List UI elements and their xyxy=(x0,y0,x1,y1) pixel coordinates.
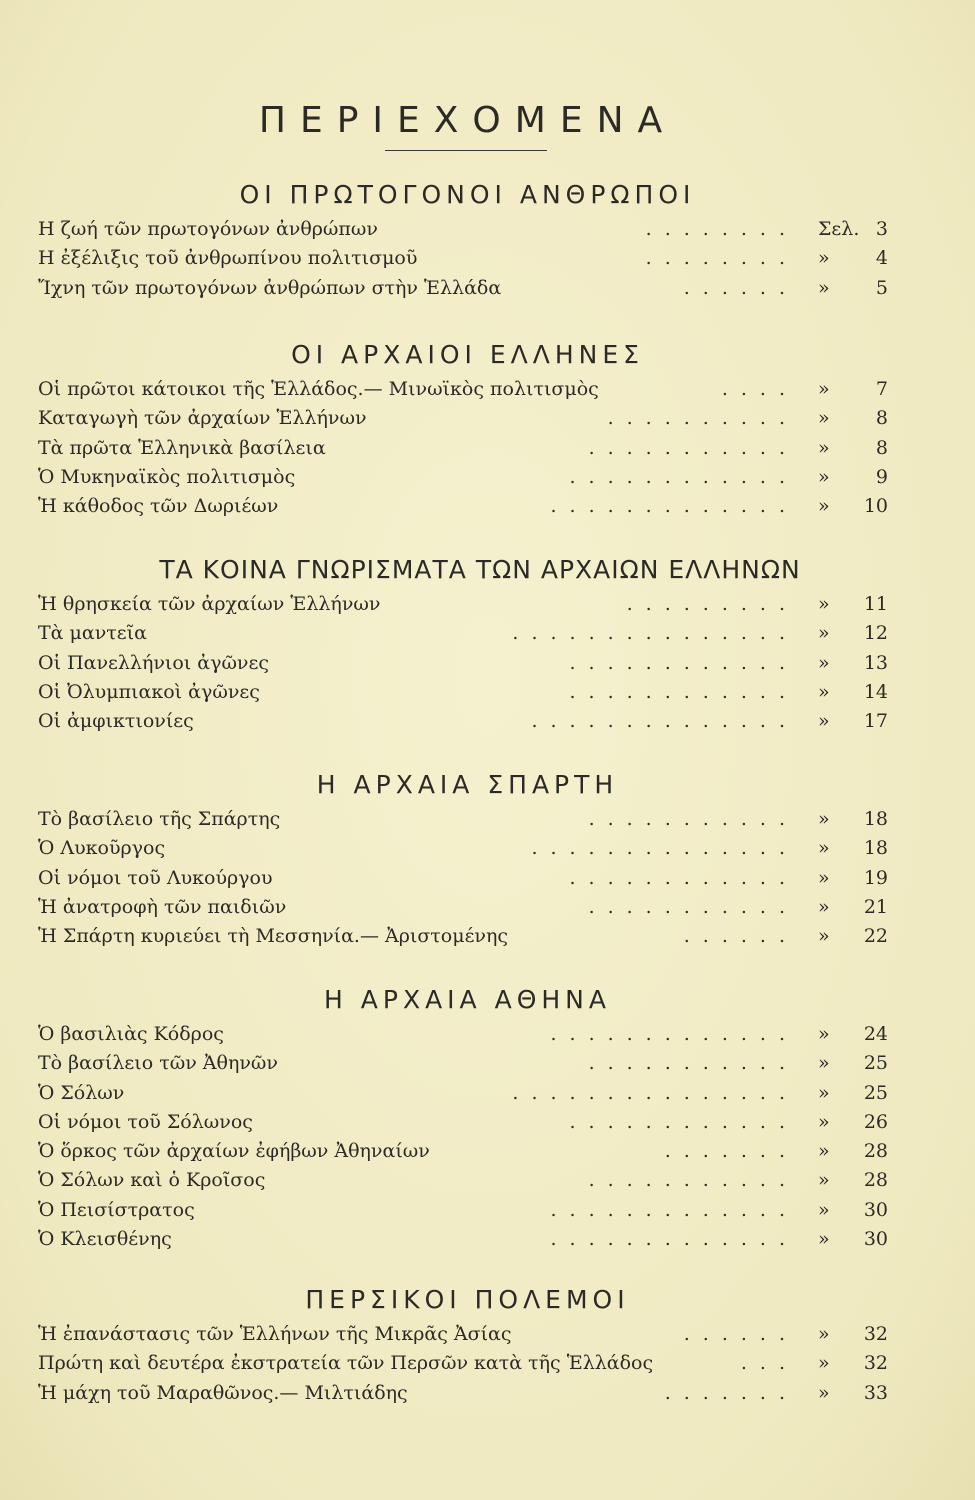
section-entries xyxy=(38,375,888,521)
entry-title: Οἱ νόμοι τοῦ Σόλωνος xyxy=(38,1110,253,1133)
leader-dots: ........... xyxy=(588,1052,798,1075)
leader-dots: ........ xyxy=(645,247,798,270)
section-entries xyxy=(38,1320,888,1408)
leader-dots: ........ xyxy=(645,218,798,240)
leader-dots: ...... xyxy=(683,276,798,299)
page-marker: » xyxy=(818,651,830,674)
toc-entry[interactable] xyxy=(38,215,888,244)
toc-entry[interactable] xyxy=(38,492,888,521)
toc-entry[interactable] xyxy=(38,274,888,303)
page-marker: » xyxy=(818,593,830,615)
leader-dots: ....... xyxy=(664,1140,798,1163)
page-title: ΠΕΡΙΕΧΟΜΕΝΑ xyxy=(258,100,677,141)
toc-entry[interactable] xyxy=(38,463,888,492)
entry-title: Ἡ ἐπανάστασις τῶν Ἑλλήνων τῆς Μικρᾶς Ἀσίας xyxy=(38,1323,512,1345)
leader-dots: ............. xyxy=(550,1228,798,1251)
leader-dots: ....... xyxy=(664,1381,798,1404)
leader-dots: ............. xyxy=(550,1198,798,1221)
toc-entry[interactable] xyxy=(38,244,888,273)
page-marker: » xyxy=(818,276,830,299)
page-marker: » xyxy=(818,925,830,948)
page-number: 22 xyxy=(863,925,888,948)
entry-title: Ὁ ὅρκος τῶν ἀρχαίων ἐφήβων Ἀθηναίων xyxy=(38,1140,430,1163)
section-entries xyxy=(38,215,888,303)
entry-title: Οἱ νόμοι τοῦ Λυκούργου xyxy=(38,866,273,889)
page-number: 11 xyxy=(863,593,888,615)
entry-title: Οἱ Ὀλυμπιακοὶ ἀγῶνες xyxy=(38,680,260,703)
page-marker: » xyxy=(818,495,830,518)
leader-dots: ............ xyxy=(569,651,798,674)
page-number: 28 xyxy=(863,1169,888,1192)
page-marker: » xyxy=(818,1169,830,1192)
page-marker: » xyxy=(818,680,830,703)
page-number: 25 xyxy=(863,1052,888,1075)
toc-entry[interactable] xyxy=(38,1079,888,1108)
page-number: 26 xyxy=(863,1110,888,1133)
page-number: 28 xyxy=(863,1140,888,1163)
page-marker: » xyxy=(818,1323,830,1345)
entry-title: Ὁ Σόλων xyxy=(38,1081,125,1104)
toc-entry[interactable] xyxy=(38,619,888,648)
page-marker: » xyxy=(818,407,830,430)
page-number: 18 xyxy=(863,808,888,830)
page-number: 3 xyxy=(875,218,888,240)
page-number: 33 xyxy=(863,1381,888,1404)
section-entries xyxy=(38,590,888,736)
toc-entry[interactable] xyxy=(38,893,888,922)
entry-title: Η ἐξέλιξις τοῦ ἀνθρωπίνου πολιτισμοῦ xyxy=(38,247,418,270)
entry-title: Ὁ Κλεισθένης xyxy=(38,1228,172,1251)
page-marker: » xyxy=(818,1023,830,1045)
entry-title: Ὁ Μυκηναϊκὸς πολιτισμὸς xyxy=(38,465,296,488)
entry-title: Καταγωγὴ τῶν ἀρχαίων Ἑλλήνων xyxy=(38,407,367,430)
entry-title: Τὰ μαντεῖα xyxy=(38,622,147,645)
toc-entry[interactable] xyxy=(38,678,888,707)
page-number: 5 xyxy=(875,276,888,299)
page-number: 32 xyxy=(863,1323,888,1345)
page-marker: » xyxy=(818,1228,830,1251)
toc-entry[interactable] xyxy=(38,1225,888,1254)
entry-title: Οἱ πρῶτοι κάτοικοι τῆς Ἑλλάδος.— Μινωϊκὸς πολιτισμὸς xyxy=(38,378,599,400)
page-number: 21 xyxy=(863,895,888,918)
page-marker: » xyxy=(818,622,830,645)
page-number: 10 xyxy=(863,495,888,518)
page-number: 4 xyxy=(875,247,888,270)
toc-entry[interactable] xyxy=(38,404,888,433)
section-heading: ΠΕΡΣΙΚΟΙ ΠΟΛΕΜΟΙ xyxy=(305,1285,630,1314)
leader-dots: ............... xyxy=(512,1081,798,1104)
toc-entry[interactable] xyxy=(38,1379,888,1408)
leader-dots: ...... xyxy=(683,925,798,948)
toc-entry[interactable] xyxy=(38,649,888,678)
page-number: 7 xyxy=(875,378,888,400)
entry-title: Ἡ μάχη τοῦ Μαραθῶνος.— Μιλτιάδης xyxy=(38,1381,408,1404)
section-heading: ΟΙ ΠΡΩΤΟΓΟΝΟΙ ΑΝΘΡΩΠΟΙ xyxy=(239,180,696,209)
leader-dots: ............ xyxy=(569,1110,798,1133)
leader-dots: ......... xyxy=(626,593,798,615)
entry-title: Ὁ Λυκοῦργος xyxy=(38,837,166,860)
page-marker: » xyxy=(818,1198,830,1221)
page-marker: » xyxy=(818,1110,830,1133)
leader-dots: ........... xyxy=(588,895,798,918)
leader-dots: ...... xyxy=(683,1323,798,1345)
page-marker: » xyxy=(818,378,830,400)
page-marker: » xyxy=(818,1381,830,1404)
section-heading: ΟΙ ΑΡΧΑΙΟΙ ΕΛΛΗΝΕΣ xyxy=(291,340,644,369)
title-underline xyxy=(385,150,547,151)
page-marker: » xyxy=(818,1140,830,1163)
page-marker: » xyxy=(818,1081,830,1104)
page-marker: » xyxy=(818,436,830,459)
entry-title: Τὸ βασίλειο τῆς Σπάρτης xyxy=(38,808,281,830)
entry-title: Πρώτη καὶ δευτέρα ἐκστρατεία τῶν Περσῶν κατὰ τῆς Ἑλλάδος xyxy=(38,1352,654,1375)
page-marker: » xyxy=(818,465,830,488)
toc-entry[interactable] xyxy=(38,1196,888,1225)
page-number: 8 xyxy=(875,436,888,459)
leader-dots: ........... xyxy=(588,1169,798,1192)
leader-dots: .......... xyxy=(607,407,798,430)
entry-title: Οἱ Πανελλήνιοι ἀγῶνες xyxy=(38,651,269,674)
toc-entry[interactable] xyxy=(38,375,888,404)
section-heading: ΤΑ ΚΟΙΝΑ ΓΝΩΡΙΣΜΑΤΑ ΤΩΝ ΑΡΧΑΙΩΝ ΕΛΛΗΝΩΝ xyxy=(159,555,801,584)
entry-title: Ἡ ἀνατροφὴ τῶν παιδιῶν xyxy=(38,895,287,918)
entry-title: Ἡ κάθοδος τῶν Δωριέων xyxy=(38,495,279,518)
page-number: 18 xyxy=(863,837,888,860)
entry-title: Ἡ Σπάρτη κυριεύει τὴ Μεσσηνία.— Ἀριστομένης xyxy=(38,925,509,948)
page-marker: » xyxy=(818,247,830,270)
toc-entry[interactable] xyxy=(38,707,888,736)
toc-entry[interactable] xyxy=(38,1349,888,1378)
toc-entry[interactable] xyxy=(38,1108,888,1137)
entry-title: Τὸ βασίλειο τῶν Ἀθηνῶν xyxy=(38,1052,278,1075)
leader-dots: ............ xyxy=(569,465,798,488)
page-number: 32 xyxy=(863,1352,888,1375)
toc-entry[interactable] xyxy=(38,1020,888,1049)
page-number: 12 xyxy=(863,622,888,645)
section-entries xyxy=(38,805,888,951)
page-number: 8 xyxy=(875,407,888,430)
leader-dots: ............ xyxy=(569,866,798,889)
page-number: 14 xyxy=(863,680,888,703)
toc-entry[interactable] xyxy=(38,1166,888,1195)
page-number: 13 xyxy=(863,651,888,674)
entry-title: Ἡ θρησκεία τῶν ἀρχαίων Ἑλλήνων xyxy=(38,593,381,615)
toc-entry[interactable] xyxy=(38,434,888,463)
toc-entry[interactable] xyxy=(38,1320,888,1349)
leader-dots: ............. xyxy=(550,495,798,518)
leader-dots: ........... xyxy=(588,808,798,830)
page-marker: » xyxy=(818,1052,830,1075)
page-number: 17 xyxy=(863,710,888,733)
toc-entry[interactable] xyxy=(38,922,888,951)
page-marker: Σελ. xyxy=(818,218,860,240)
page-number: 24 xyxy=(863,1023,888,1045)
leader-dots: ............. xyxy=(550,1023,798,1045)
page-number: 19 xyxy=(863,866,888,889)
page-marker: » xyxy=(818,866,830,889)
toc-entry[interactable] xyxy=(38,805,888,834)
page-marker: » xyxy=(818,895,830,918)
section-entries xyxy=(38,1020,888,1254)
leader-dots: .............. xyxy=(531,710,798,733)
entry-title: Ὁ βασιλιὰς Κόδρος xyxy=(38,1023,224,1045)
entry-title: Τὰ πρῶτα Ἑλληνικὰ βασίλεια xyxy=(38,436,326,459)
entry-title: Ὁ Πεισίστρατος xyxy=(38,1198,195,1221)
page-marker: » xyxy=(818,710,830,733)
page-marker: » xyxy=(818,808,830,830)
page-marker: » xyxy=(818,837,830,860)
leader-dots: .... xyxy=(721,378,798,400)
section-heading: Η ΑΡΧΑΙΑ ΑΘΗΝΑ xyxy=(324,985,611,1014)
page-number: 25 xyxy=(863,1081,888,1104)
page-number: 30 xyxy=(863,1228,888,1251)
leader-dots: ... xyxy=(740,1352,798,1375)
entry-title: Ὁ Σόλων καὶ ὁ Κροῖσος xyxy=(38,1169,266,1192)
toc-entry[interactable] xyxy=(38,1049,888,1078)
toc-entry[interactable] xyxy=(38,864,888,893)
toc-entry[interactable] xyxy=(38,1137,888,1166)
leader-dots: ............ xyxy=(569,680,798,703)
toc-entry[interactable] xyxy=(38,590,888,619)
leader-dots: .............. xyxy=(531,837,798,860)
entry-title: Η ζωή τῶν πρωτογόνων ἀνθρώπων xyxy=(38,218,378,240)
page-marker: » xyxy=(818,1352,830,1375)
leader-dots: ............... xyxy=(512,622,798,645)
entry-title: Οἱ ἀμφικτιονίες xyxy=(38,710,194,733)
toc-entry[interactable] xyxy=(38,834,888,863)
leader-dots: ........... xyxy=(588,436,798,459)
page-number: 9 xyxy=(875,465,888,488)
section-heading: Η ΑΡΧΑΙΑ ΣΠΑΡΤΗ xyxy=(316,770,619,799)
page-number: 30 xyxy=(863,1198,888,1221)
entry-title: Ἴχνη τῶν πρωτογόνων ἀνθρώπων στὴν Ἑλλάδα xyxy=(38,276,502,299)
